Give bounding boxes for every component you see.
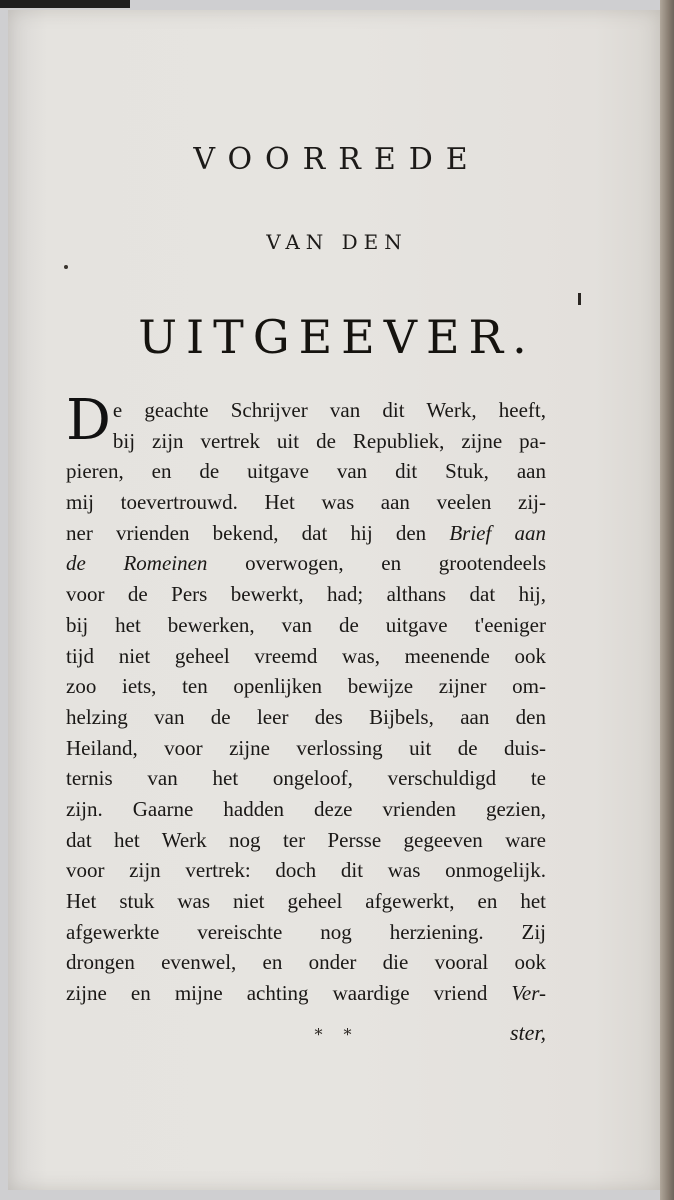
text-line: dat het Werk nog ter Persse gegeeven ware — [66, 827, 546, 852]
text-line: afgewerkte vereischte nog herziening. Zij — [66, 919, 546, 944]
text-line: bij het bewerken, van de uitgave t'eeniger — [66, 612, 546, 637]
text-line: ternis van het ongeloof, verschuldigd te — [66, 766, 546, 791]
text-line: de Romeinen overwogen, en grootendeels — [66, 551, 547, 576]
italic-word: Ver- — [511, 981, 546, 1006]
margin-mark — [578, 293, 581, 305]
text-line: bij zijn vertrek uit de Republiek, zijne pa- — [112, 428, 546, 453]
text-line: drongen evenwel, en onder die vooral ook — [66, 950, 546, 975]
text-line: voor de Pers bewerkt, had; althans dat hij, — [66, 582, 546, 607]
text-line: helzing van de leer des Bijbels, aan den — [66, 704, 546, 729]
text-line: tijd niet geheel vreemd was, meenende ook — [66, 643, 546, 668]
page-edge — [660, 0, 674, 1200]
text-line: e geachte Schrijver van dit Werk, heeft, — [112, 398, 546, 422]
drop-cap: D — [66, 388, 111, 453]
text-line: Het stuk was niet geheel afgewerkt, en het — [66, 889, 546, 913]
text-line: zoo iets, ten openlijken bewijze zijner om- — [66, 674, 546, 699]
text-line: voor zijn vertrek: doch dit was onmogelijk. — [66, 858, 546, 883]
preface-text — [66, 388, 547, 1009]
italic-title: Brief aan — [449, 520, 547, 545]
title-van-den: VAN DEN — [266, 230, 408, 254]
text-line: pieren, en de uitgave van dit Stuk, aan — [66, 459, 546, 484]
scan-corner — [0, 0, 130, 8]
text-line: zijn. Gaarne hadden deze vrienden gezien, — [66, 796, 546, 821]
text-line: ner vrienden bekend, dat hij den Brief aan — [66, 520, 547, 545]
italic-title: de Romeinen — [66, 551, 208, 576]
signature-mark: * * — [314, 1025, 360, 1044]
catchword: ster, — [509, 1020, 546, 1045]
title-uitgeever: UITGEEVER. — [138, 310, 536, 364]
text-line: zijne en mijne achting waardige vriend Ver- — [66, 981, 546, 1006]
title-voorrede: VOORREDE — [193, 142, 481, 177]
text-line: mij toevertrouwd. Het was aan veelen zij- — [66, 490, 546, 515]
ink-speck — [64, 265, 68, 269]
text-line: Heiland, voor zijne verlossing uit de duis- — [66, 735, 546, 760]
